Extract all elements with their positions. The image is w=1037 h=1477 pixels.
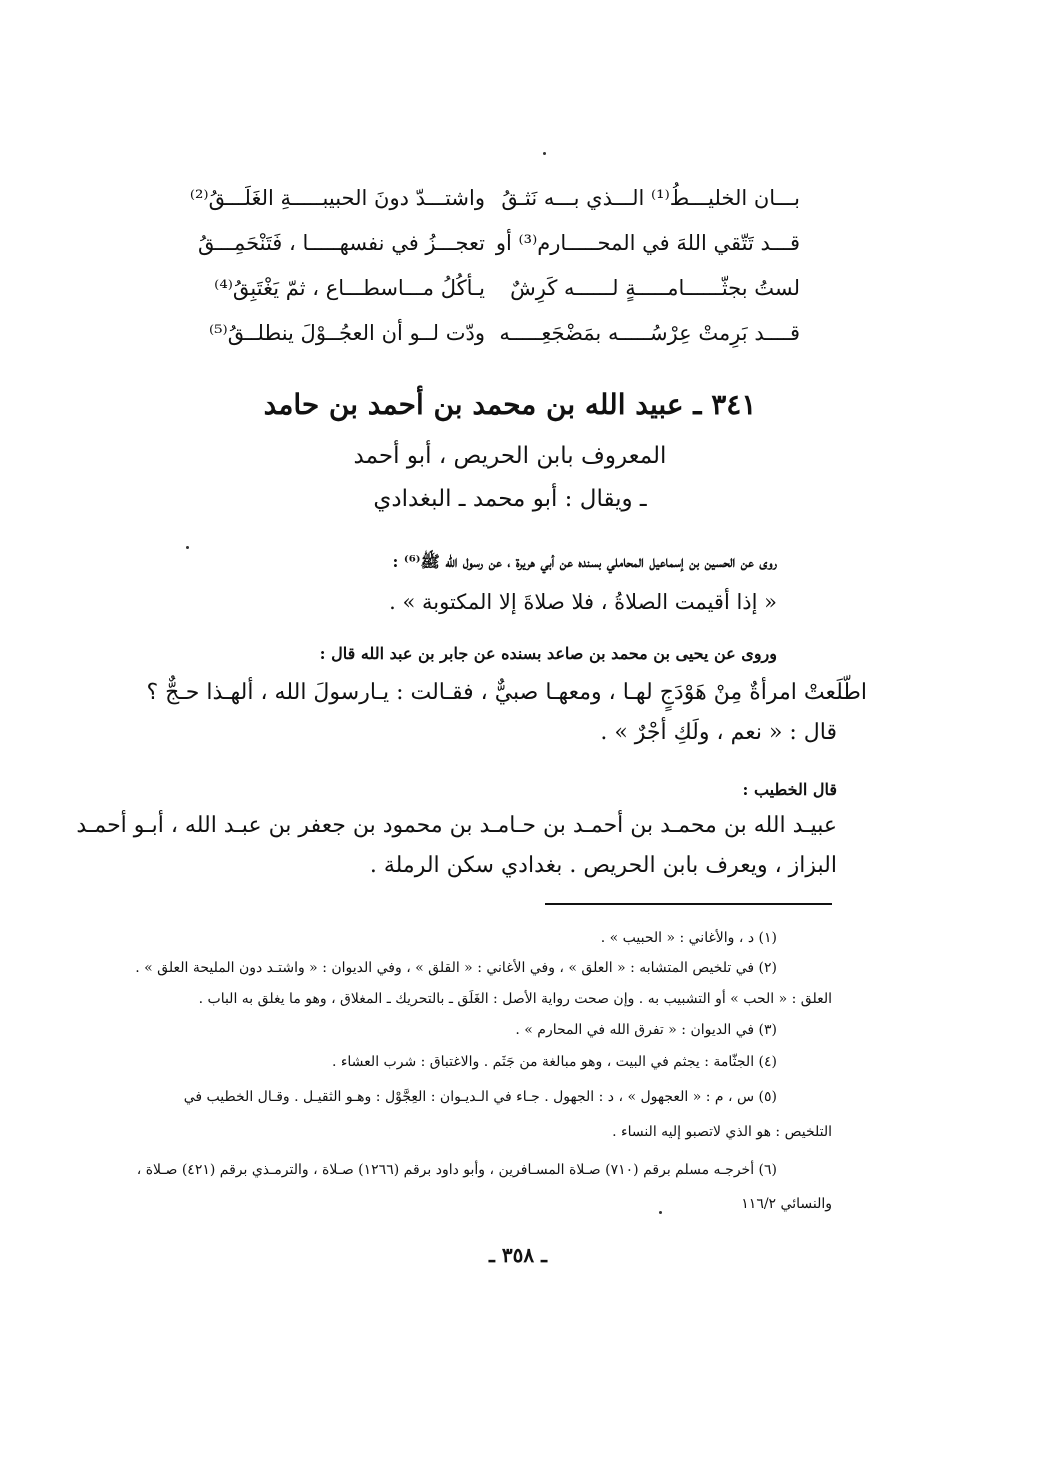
verse-second-hemistich: تعجـــزُ في نفسهـــــا ، فَتَنْحَمِـــقُ bbox=[197, 230, 485, 255]
verse-second-hemistich: ودّت لــو أن العجُــوْلَ ينطلــقُ⁽⁵⁾ bbox=[208, 320, 485, 345]
poem-block bbox=[189, 175, 800, 355]
ink-speck bbox=[543, 152, 546, 155]
verse-first-hemistich: لستُ بجثّــــــامـــــةٍ لــــــه كَرِشٌ bbox=[510, 275, 800, 300]
verse-first-hemistich: قـــد تَتّقي اللهَ في المحـــــارم⁽³⁾ أو bbox=[495, 230, 800, 255]
poem-verse bbox=[197, 220, 800, 265]
footnote: (٢) في تلخيص المتشابه : « العلق » ، وفي الأغاني : « القلق » ، وفي الديوان : « واشتـد دون المليحة العلق » . bbox=[135, 960, 777, 976]
page-number: ـ ٣٥٨ ـ bbox=[489, 1243, 547, 1267]
section-label: قال الخطيب : bbox=[742, 780, 837, 799]
footnote: (٥) س ، م : « العجهول » ، د : الجهول . جـاء في الـديـوان : العِجَّوْل : وهـو الثقيـل . وقـال الخطيب في bbox=[183, 1089, 777, 1105]
entry-subtitle: ـ ويقال : أبو محمد ـ البغدادي bbox=[373, 486, 647, 512]
footnote: (٤) الجثّامة : يجثم في البيت ، وهو مبالغة من جَثَم . والاغتباق : شرب العشاء . bbox=[331, 1054, 777, 1070]
verse-second-hemistich: واشتـــدّ دونَ الحبيبـــــةِ الغَلَـــقُ⁽²⁾ bbox=[189, 185, 485, 210]
poem-verse bbox=[200, 310, 800, 355]
verse-first-hemistich: قــــد بَرِمتْ عِرْسُـــــه بمَضْجَعِـــــه bbox=[499, 320, 800, 345]
entry-subtitle: المعروف بابن الحريص ، أبو أحمد bbox=[353, 443, 667, 469]
footnote: (١) د ، والأغاني : « الحبيب » . bbox=[600, 930, 777, 946]
hadith-text: اطّلَعتْ امرأةٌ مِنْ هَوْدَجٍ لهـا ، ومعهـا صبيٌّ ، فقـالت : يـارسولَ الله ، ألهـذا حـجٌّ ؟ bbox=[146, 680, 867, 705]
poem-verse bbox=[189, 175, 800, 220]
footnote-separator bbox=[545, 903, 832, 905]
footnote: العلق : « الحب » أو التشبيب به . وإن صحت رواية الأصل : الغَلَق ـ بالتحريك ـ المغلاق ، وهو ما يغلق به الباب . bbox=[198, 991, 832, 1007]
biography-line: عبيـد الله بن محمـد بن أحمـد بن حـامـد بن محمود بن جعفر بن عبـد الله ، أبـو أحمـد bbox=[76, 813, 837, 838]
ink-speck bbox=[659, 1211, 662, 1214]
entry-title: ٣٤١ ـ عبيد الله بن محمد بن أحمد بن حامد bbox=[263, 388, 757, 421]
verse-second-hemistich: يـأكُلُ مـــاسطـــاع ، ثمّ يَغْتَبِقُ⁽⁴⁾ bbox=[214, 275, 485, 300]
hadith-text: قال : « نعم ، ولَكِ أجْرٌ » . bbox=[600, 720, 837, 745]
footnote: التلخيص : هو الذي لاتصبو إليه النساء . bbox=[612, 1124, 832, 1140]
narration-line: وروى عن يحيى بن محمد بن صاعد بسنده عن جابر بن عبد الله قال : bbox=[319, 644, 777, 663]
poem-verse bbox=[200, 265, 800, 310]
footnote: والنسائي ١١٦/٢ bbox=[741, 1196, 832, 1212]
footnote: (٦) أخرجـه مسلم برقم (٧١٠) صـلاة المسـافرين ، وأبو داود برقم (١٢٦٦) صـلاة ، والترمـذي برقم (٤٢١) صـلاة ، bbox=[136, 1162, 777, 1178]
narration-line: روى عن الحسين بن إسماعيل المحاملي بسنده عن أبي هريرة ، عن رسول الله ﷺ⁽⁶⁾ : bbox=[392, 552, 777, 571]
footnote: (٣) في الديوان : « تفرق الله في المحارم » . bbox=[515, 1022, 777, 1038]
biography-line: البزاز ، ويعرف بابن الحريص . بغدادي سكن الرملة . bbox=[369, 853, 837, 878]
verse-first-hemistich: بـــان الخليـــطُ⁽¹⁾ الـــذي بـــه نَثـقُ bbox=[501, 185, 800, 210]
ink-speck bbox=[186, 546, 189, 549]
hadith-text: « إذا أقيمت الصلاةُ ، فلا صلاةَ إلا المكتوبة » . bbox=[389, 590, 777, 614]
